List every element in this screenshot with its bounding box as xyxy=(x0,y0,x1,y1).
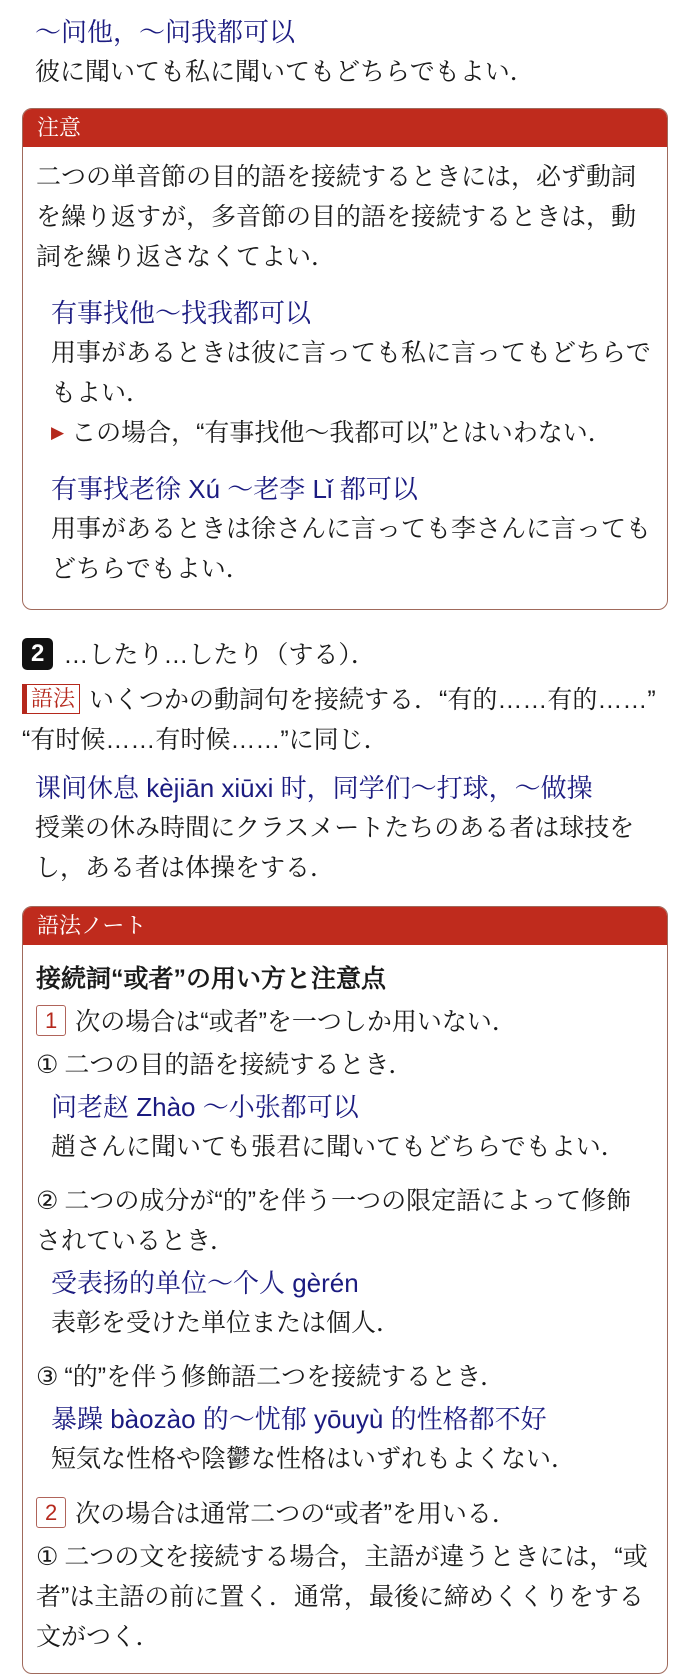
circled-number: ② xyxy=(36,1187,59,1215)
example-translation: 授業の休み時間にクラスメートたちのある者は球技をし，ある者は体操をする． xyxy=(35,814,635,882)
example-chinese: 受表扬的单位～个人 gèrén xyxy=(51,1268,359,1298)
item-text: 二つの成分が“的”を伴う一つの限定語によって修飾されているとき． xyxy=(36,1187,632,1255)
example-group xyxy=(51,469,654,589)
example-group xyxy=(35,768,668,888)
circled-number: ③ xyxy=(36,1363,59,1391)
example-translation: 趙さんに聞いても張君に聞いてもどちらでもよい． xyxy=(51,1133,626,1161)
rule-text: 次の場合は“或者”を一つしか用いない． xyxy=(75,1008,517,1036)
example-group xyxy=(51,1399,654,1479)
example-chinese: 问老赵 Zhào ～小张都可以 xyxy=(51,1092,359,1122)
grammar-note-body xyxy=(23,945,667,1673)
grammar-note-title: 接続詞“或者”の用い方と注意点 xyxy=(36,965,387,993)
grammar-row xyxy=(22,680,668,760)
example-group xyxy=(51,1263,654,1343)
rule-number-badge: 2 xyxy=(36,1497,66,1528)
example-translation: 表彰を受けた単位または個人． xyxy=(51,1309,402,1337)
grammar-text: いくつかの動詞句を接続する．“有的……有的……” “有时候……有时候……”に同じ． xyxy=(22,686,656,754)
circled-number: ① xyxy=(36,1051,59,1079)
example-group xyxy=(51,1087,654,1167)
triangle-marker-icon: ▶ xyxy=(51,423,65,442)
rule-1-item-3 xyxy=(36,1357,654,1479)
rule-2-block xyxy=(36,1493,654,1657)
item-text: 二つの目的語を接続するとき． xyxy=(64,1051,414,1079)
example-chinese: 课间休息 kèjiān xiūxi 时，同学们～打球，～做操 xyxy=(35,773,593,803)
sense-gloss: …したり…したり（する）． xyxy=(63,641,376,669)
example-chinese: 暴躁 bàozào 的～忧郁 yōuyù 的性格都不好 xyxy=(51,1404,547,1434)
example-translation: 彼に聞いても私に聞いてもどちらでもよい． xyxy=(35,58,535,86)
circled-number: ① xyxy=(36,1543,59,1571)
usage-note-text: この場合，“有事找他～我都可以”とはいわない． xyxy=(71,419,613,447)
example-group-top xyxy=(35,12,668,92)
grammar-note-box xyxy=(22,906,668,1674)
item-text: “的”を伴う修飾語二つを接続するとき． xyxy=(64,1363,506,1391)
notice-box xyxy=(22,108,668,610)
rule-1-heading xyxy=(36,1001,654,1043)
sense-2-heading xyxy=(22,634,668,676)
rule-number-badge: 1 xyxy=(36,1005,66,1036)
rule-text: 次の場合は通常二つの“或者”を用いる． xyxy=(75,1500,517,1528)
sense-number-badge: 2 xyxy=(22,638,53,670)
notice-box-header: 注意 xyxy=(23,109,667,147)
example-translation: 短気な性格や陰鬱な性格はいずれもよくない． xyxy=(51,1445,577,1473)
grammar-note-header: 語法ノート xyxy=(23,907,667,945)
example-chinese: ～问他，～问我都可以 xyxy=(35,17,296,47)
rule-1-item-1 xyxy=(36,1045,654,1167)
rule-1-item-2 xyxy=(36,1181,654,1343)
grammar-label-badge: 語法 xyxy=(22,684,80,714)
usage-note xyxy=(51,413,654,453)
example-translation: 用事があるときは徐さんに言っても李さんに言ってもどちらでもよい． xyxy=(51,515,652,583)
example-chinese: 有事找他～找我都可以 xyxy=(51,298,312,328)
rule-2-item-1 xyxy=(36,1537,654,1657)
example-chinese: 有事找老徐 Xú ～老李 Lǐ 都可以 xyxy=(51,474,418,504)
notice-text: 二つの単音節の目的語を接続するときには，必ず動詞を繰り返すが，多音節の目的語を接続するときは，動詞を繰り返さなくてよい． xyxy=(36,163,637,271)
example-group xyxy=(51,293,654,453)
notice-box-body xyxy=(23,147,667,609)
item-text: 二つの文を接続する場合，主語が違うときには，“或者”は主語の前に置く．通常，最後に締めくくりをする文がつく． xyxy=(36,1543,648,1651)
example-translation: 用事があるときは彼に言っても私に言ってもどちらでもよい． xyxy=(51,339,651,407)
rule-2-heading xyxy=(36,1493,654,1535)
